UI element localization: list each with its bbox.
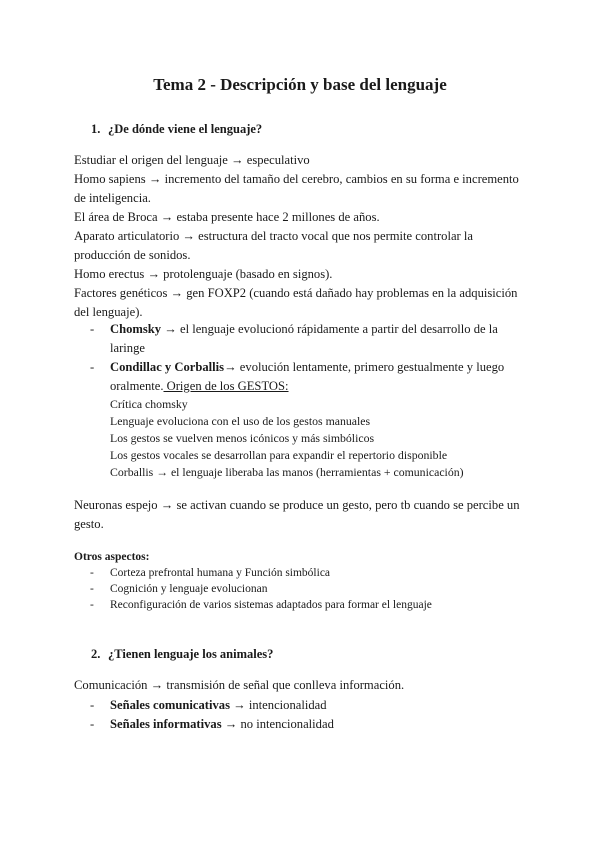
- section-2-number: 2.: [91, 647, 101, 661]
- subline: Lenguaje evoluciona con el uso de los gestos manuales: [110, 414, 371, 428]
- gestos-sublist: [110, 396, 530, 481]
- bullet-bold-term: Condillac y Corballis: [110, 360, 225, 374]
- bullet-dash: -: [90, 717, 95, 731]
- otros-heading: [74, 549, 526, 566]
- otros-item-text: Corteza prefrontal humana y Función simbólica: [110, 567, 331, 579]
- paragraph-line: Neuronas espejo → se activan cuando se produce un gesto, pero tb cuando se percibe un gesto.: [74, 498, 520, 531]
- subline: Los gestos se vuelven menos icónicos y más simbólicos: [110, 431, 375, 445]
- bullet-senales-comunicativas: [90, 696, 530, 715]
- bullet-text: → el lenguaje evolucionó rápidamente a partir del desarrollo de la laringe: [110, 322, 498, 355]
- section-1-body: [74, 151, 526, 322]
- bullet-underline-text: Origen de los GESTOS:: [163, 379, 289, 393]
- otros-item: - Cognición y lenguaje evolucionan: [90, 581, 530, 598]
- otros-heading-text: Otros aspectos:: [74, 551, 150, 563]
- paragraph-line: Factores genéticos → gen FOXP2 (cuando está dañado hay problemas en la adquisición del lenguaje).: [74, 286, 518, 319]
- section-2-title: ¿Tienen lenguaje los animales?: [108, 647, 274, 661]
- paragraph-line: Estudiar el origen del lenguaje → especulativo: [74, 153, 310, 167]
- paragraph-line: El área de Broca → estaba presente hace 2 millones de años.: [74, 210, 380, 224]
- bullet-senales-informativas: [90, 715, 530, 734]
- neuronas-paragraph: [74, 496, 526, 534]
- bullet-chomsky: [90, 320, 530, 358]
- otros-item: - Corteza prefrontal humana y Función simbólica: [90, 565, 530, 582]
- otros-item-text: Reconfiguración de varios sistemas adaptados para formar el lenguaje: [110, 599, 432, 611]
- subline: Crítica chomsky: [110, 397, 188, 411]
- paragraph-line: Homo erectus → protolenguaje (basado en signos).: [74, 267, 333, 281]
- section-2-heading: [91, 646, 273, 662]
- section-1-number: 1.: [91, 122, 101, 136]
- bullet-text: → intencionalidad: [230, 698, 327, 712]
- page-title: Tema 2 - Descripción y base del lenguaje: [153, 75, 447, 94]
- bullet-bold-term: Señales comunicativas: [110, 698, 230, 712]
- paragraph-line: Homo sapiens → incremento del tamaño del cerebro, cambios en su forma e incremento de inteligencia.: [74, 172, 519, 205]
- otros-item-text: Cognición y lenguaje evolucionan: [110, 583, 268, 595]
- section-2-intro: [74, 676, 526, 695]
- otros-item: - Reconfiguración de varios sistemas adaptados para formar el lenguaje: [90, 597, 530, 614]
- section-1-heading: [91, 121, 262, 137]
- bullet-dash: -: [90, 360, 95, 374]
- bullet-text: → no intencionalidad: [221, 717, 334, 731]
- subline: Corballis → el lenguaje liberaba las manos (herramientas + comunicación): [110, 465, 464, 479]
- bullet-dash: -: [90, 698, 95, 712]
- bullet-dash: -: [90, 322, 95, 336]
- bullet-bold-term: Chomsky: [110, 322, 162, 336]
- bullet-bold-term: Señales informativas: [110, 717, 222, 731]
- bullet-text: → evolución lentamente, primero gestualmente y luego oralmente.: [110, 360, 505, 393]
- paragraph-line: Comunicación → transmisión de señal que conlleva información.: [74, 678, 405, 692]
- bullet-condillac: [90, 358, 530, 396]
- paragraph-line: Aparato articulatorio → estructura del tracto vocal que nos permite controlar la producción de sonidos.: [74, 229, 473, 262]
- subline: Los gestos vocales se desarrollan para expandir el repertorio disponible: [110, 448, 448, 462]
- section-1-title: ¿De dónde viene el lenguaje?: [108, 122, 263, 136]
